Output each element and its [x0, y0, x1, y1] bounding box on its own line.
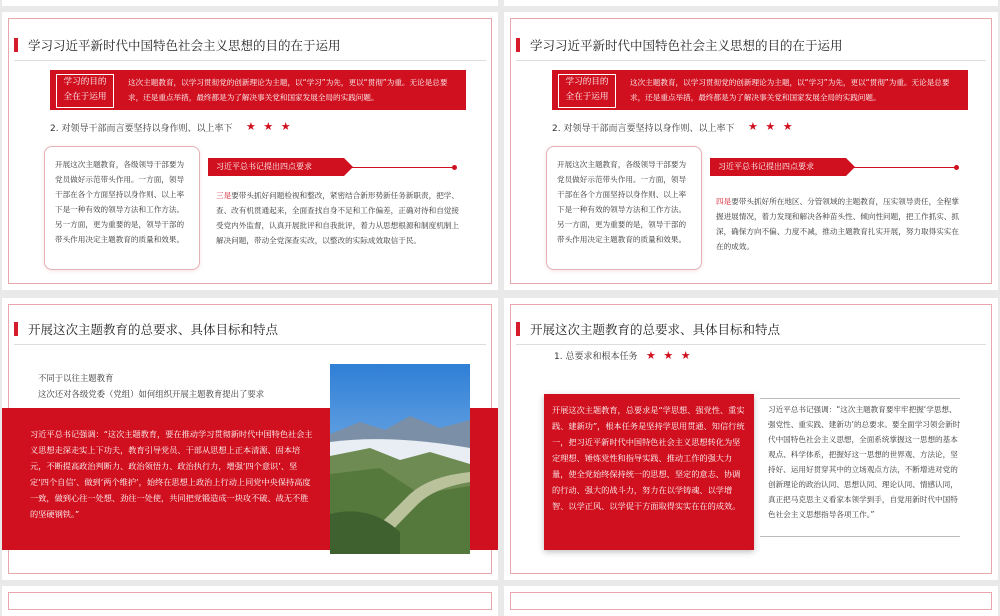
line-end-dot	[954, 165, 959, 170]
mountain-landscape-image	[330, 364, 470, 554]
slide-2[interactable]	[504, 12, 998, 290]
slide-title	[516, 36, 843, 54]
purpose-label: 学习的目的 全在于运用	[56, 74, 114, 108]
partial-slide-top-left	[2, 0, 498, 6]
slide-3[interactable]	[2, 298, 498, 580]
intro-line-2: 这次还对各级党委（党组）如何组织开展主题教育提出了要求	[38, 389, 265, 399]
slide-title	[14, 320, 278, 338]
partial-slide-top-right	[504, 0, 998, 6]
quote-rule-bottom	[760, 536, 960, 537]
purpose-banner	[552, 70, 968, 110]
slide-title-text: 开展这次主题教育的总要求、具体目标和特点	[530, 322, 781, 337]
subheading: 2. 对领导干部而言要坚持以身作则、以上率下	[552, 124, 735, 134]
slide-title-text: 学习习近平新时代中国特色社会主义思想的目的在于运用	[28, 38, 341, 53]
landscape-photo	[330, 364, 470, 554]
partial-slide-bottom-right	[504, 586, 998, 616]
quote-text: 习近平总书记强调：“这次主题教育，要在推动学习贯彻新时代中国特色社会主义思想走深走实上下功夫，教育引导党员、干部从思想上正本清源、固本培元，不断提高政治判断力、政治领悟力、政治执行力，增强‘四个意识’、坚定‘四个自信’、做到‘两个维护’，始终在思想上政治上行动上同党中央保持高度一致，做到心往一处想、劲往一处使，共同把党锻造成一块攻不破、战无不胜的坚硬钢铁。”	[30, 429, 313, 519]
rating-stars: ★ ★ ★	[646, 349, 693, 362]
title-accent-bar	[516, 38, 520, 52]
line-end-dot	[452, 165, 457, 170]
leader-card: 开展这次主题教育，各级领导干部要为党员做好示范带头作用。一方面，领导干部在各个方面坚持以身作则、以上率下是一种有效的领导方法和工作方法。另一方面，更为重要的是，领导干部的带头作用决定主题教育的质量和效果。	[546, 146, 702, 270]
rating-stars: ★ ★ ★	[246, 120, 293, 133]
requirements-box: 开展这次主题教育，总要求是“学思想、强党性、重实践、建新功”，根本任务是坚持学思用贯通、知信行统一，把习近平新时代中国特色社会主义思想转化为坚定理想、锤炼党性和指导实践、推动工作的强大力量，使全党始终保持统一的思想、坚定的意志、协调的行动、强大的战斗力，努力在以学铸魂、以学增智、以学正风、以学促干方面取得实实在在的成效。	[544, 394, 754, 550]
intro-line-1: 不同于以往主题教育	[38, 373, 114, 383]
purpose-label: 学习的目的 全在于运用	[558, 74, 616, 108]
point-text: 四是要带头抓好所在地区、分管领域的主题教育，压实领导责任，全程掌握进展情况，着力发现和解决各种苗头性、倾向性问题，把工作抓实、抓深，确保方向不偏、力度不减，推动主题教育扎实开展，努力取得实实在在的成效。	[716, 197, 959, 251]
slide-title-text: 开展这次主题教育的总要求、具体目标和特点	[28, 322, 279, 337]
slide-4[interactable]	[504, 298, 998, 580]
purpose-text: 这次主题教育，以学习贯彻党的创新理论为主题，以“学习”为先，更以“贯彻”为重。无论是总要求，还是重点举措，最终都是为了解决事关党和国家发展全局的实践问题。	[630, 78, 950, 102]
requirements-arrow: 习近平总书记提出四点要求	[208, 158, 344, 176]
subheading: 2. 对领导干部而言要坚持以身作则、以上率下	[50, 124, 233, 134]
point-text: 三是要带头抓好问题检视和整改，紧密结合新形势新任务新职责，把学、查、改有机贯通起来，全面查找自身不足和工作偏差，正确对待和自觉接受党内外监督，认真开展批评和自我批评，着力从思想根源和制度机制上解决问题，带动全党深查实改，以整改的实际成效取信于民。	[216, 191, 459, 245]
slide-title	[14, 36, 341, 54]
partial-slide-bottom-left	[2, 586, 498, 616]
title-accent-bar	[14, 322, 18, 336]
title-accent-bar	[516, 322, 520, 336]
rating-stars: ★ ★ ★	[748, 120, 795, 133]
purpose-text: 这次主题教育，以学习贯彻党的创新理论为主题，以“学习”为先，更以“贯彻”为重。无论是总要求，还是重点举措，最终都是为了解决事关党和国家发展全局的实践问题。	[128, 78, 448, 102]
slide-1[interactable]	[2, 12, 498, 290]
quote-text: 习近平总书记强调：“这次主题教育要牢牢把握‘学思想、强党性、重实践、建新功’的总要求。要全面学习领会新时代中国特色社会主义思想，全面系统掌握这一思想的基本观点、科学体系，把握好这一思想的世界观、方法论，坚持好、运用好贯穿其中的立场观点方法，不断增进对党的创新理论的政治认同、思想认同、理论认同、情感认同，真正把马克思主义看家本领学到手，自觉用新时代中国特色社会主义思想指导各项工作。”	[768, 405, 961, 519]
requirements-arrow: 习近平总书记提出四点要求	[710, 158, 846, 176]
quote-rule	[760, 398, 960, 399]
purpose-banner	[50, 70, 466, 110]
subheading: 1. 总要求和根本任务	[554, 352, 638, 362]
slide-title	[516, 320, 780, 338]
slide-title-text: 学习习近平新时代中国特色社会主义思想的目的在于运用	[530, 38, 843, 53]
leader-card: 开展这次主题教育，各级领导干部要为党员做好示范带头作用。一方面，领导干部在各个方面坚持以身作则、以上率下是一种有效的领导方法和工作方法。另一方面，更为重要的是，领导干部的带头作用决定主题教育的质量和效果。	[44, 146, 200, 270]
title-accent-bar	[14, 38, 18, 52]
